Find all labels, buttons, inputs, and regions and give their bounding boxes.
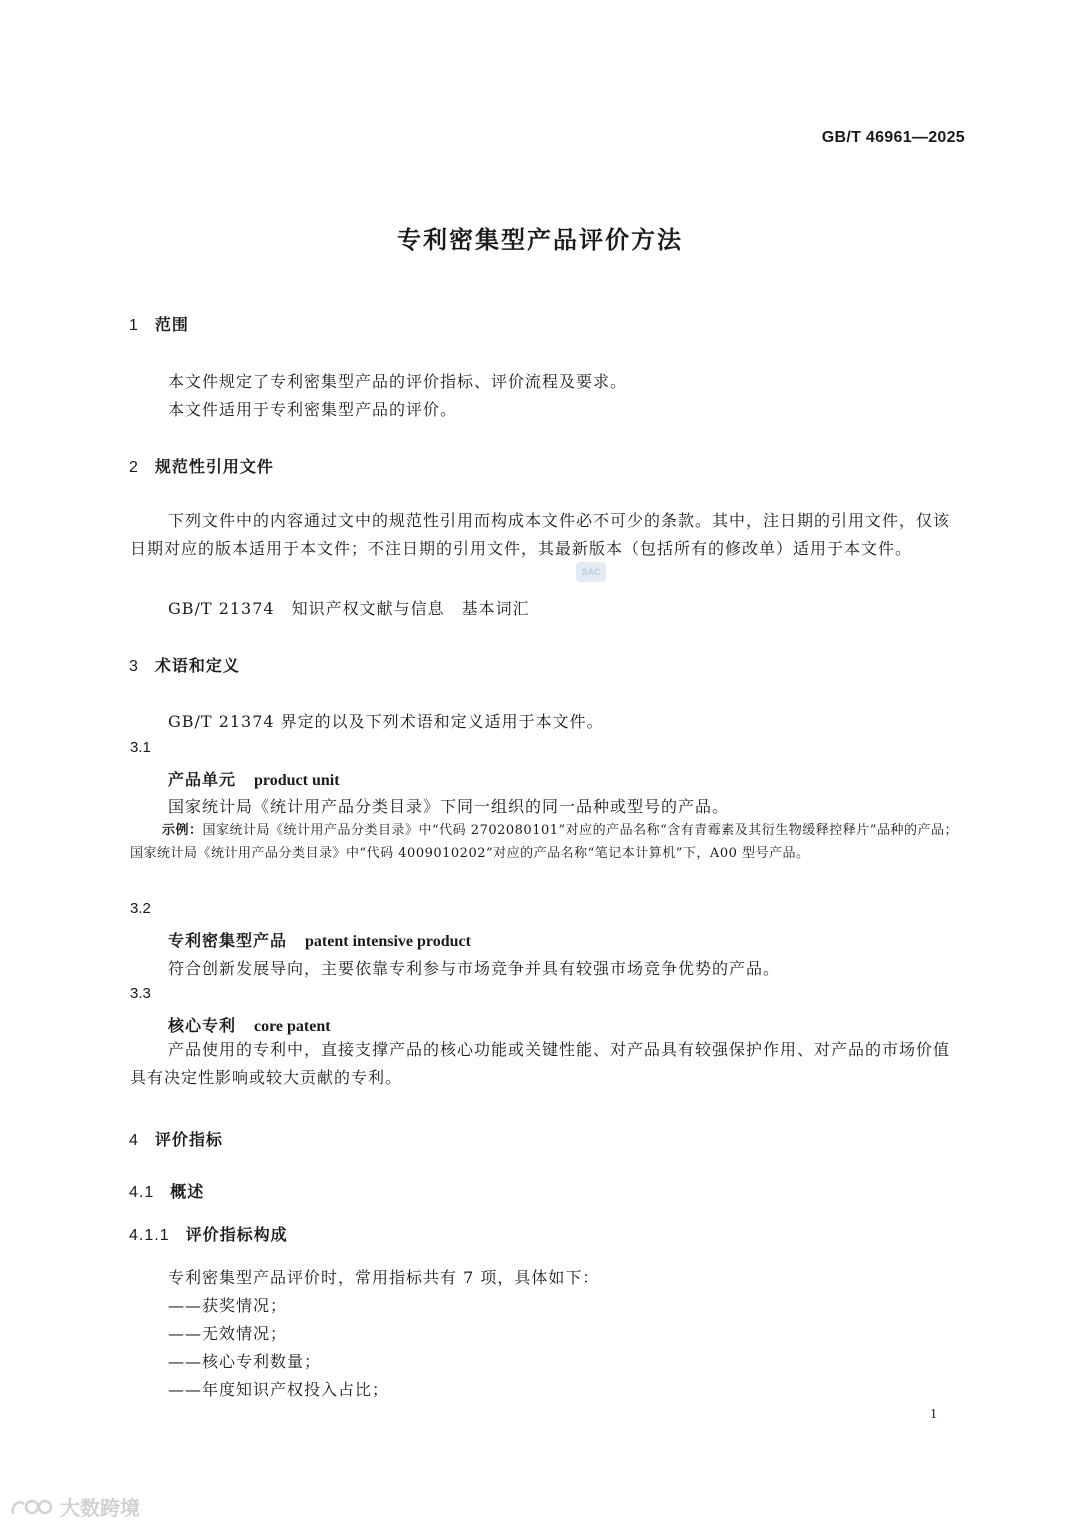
list-item: ——无效情况； bbox=[168, 1324, 288, 1343]
term-definition: 国家统计局《统计用产品分类目录》下同一组织的同一品种或型号的产品。 bbox=[168, 797, 730, 816]
section-number: 3 bbox=[129, 658, 139, 675]
watermark-logo-icon bbox=[10, 1496, 54, 1518]
paragraph: 本文件规定了专利密集型产品的评价指标、评价流程及要求。 bbox=[168, 372, 628, 391]
sac-watermark-stamp: SAC bbox=[576, 562, 606, 582]
document-title: 专利密集型产品评价方法 bbox=[397, 226, 683, 254]
term-chinese: 核心专利 bbox=[168, 1016, 237, 1035]
term-3-2 bbox=[168, 928, 471, 951]
section-title: 概述 bbox=[170, 1182, 205, 1201]
section-title: 术语和定义 bbox=[154, 656, 240, 675]
term-english: core patent bbox=[254, 1018, 331, 1035]
page-number: 1 bbox=[930, 1407, 937, 1422]
paragraph: 本文件适用于专利密集型产品的评价。 bbox=[168, 400, 458, 419]
paragraph: 专利密集型产品评价时，常用指标共有 7 项，具体如下： bbox=[168, 1268, 600, 1287]
section-number: 1 bbox=[129, 317, 139, 334]
section-1-heading bbox=[129, 312, 189, 335]
term-3-1 bbox=[168, 767, 340, 790]
term-english: product unit bbox=[254, 772, 340, 789]
list-item: ——获奖情况； bbox=[168, 1296, 288, 1315]
term-chinese: 产品单元 bbox=[168, 770, 237, 789]
section-3-heading bbox=[129, 653, 240, 676]
term-definition: 产品使用的专利中，直接支撑产品的核心功能或关键性能、对产品具有较强保护作用、对产品的市场价值具有决定性影响或较大贡献的专利。 bbox=[130, 1040, 951, 1087]
term-number: 3.1 bbox=[130, 739, 151, 756]
section-2-heading bbox=[129, 454, 274, 477]
section-4-heading bbox=[129, 1127, 223, 1150]
section-title: 评价指标 bbox=[154, 1130, 223, 1149]
section-title: 范围 bbox=[154, 315, 189, 334]
term-definition: 符合创新发展导向，主要依靠专利参与市场竞争并具有较强市场竞争优势的产品。 bbox=[168, 959, 781, 978]
subsection-4-1-heading bbox=[129, 1179, 204, 1202]
term-chinese: 专利密集型产品 bbox=[168, 931, 288, 950]
section-number: 4.1.1 bbox=[129, 1227, 170, 1244]
term-number: 3.2 bbox=[130, 900, 151, 917]
subsection-4-1-1-heading bbox=[129, 1222, 288, 1245]
term-number: 3.3 bbox=[130, 985, 151, 1002]
example-text: 国家统计局《统计用产品分类目录》中“代码 2702080101”对应的产品名称“含有青霉素及其衍生物缓释控释片”品种的产品；国家统计局《统计用产品分类目录》中“代码 4009010202”对应的产品名称“笔记本计算机”下，A00 型号产品。 bbox=[130, 823, 958, 861]
section-number: 4.1 bbox=[129, 1184, 155, 1201]
term-example bbox=[130, 819, 966, 865]
watermark-text: 大数跨境 bbox=[60, 1496, 140, 1520]
watermark bbox=[10, 1492, 140, 1521]
list-item: ——年度知识产权投入占比； bbox=[168, 1380, 390, 1399]
paragraph: 下列文件中的内容通过文中的规范性引用而构成本文件必不可少的条款。其中，注日期的引用文件，仅该日期对应的版本适用于本文件；不注日期的引用文件，其最新版本（包括所有的修改单）适用于本文件。 bbox=[130, 511, 951, 558]
list-item: ——核心专利数量； bbox=[168, 1352, 322, 1371]
section-title: 评价指标构成 bbox=[185, 1225, 288, 1244]
term-3-3 bbox=[168, 1013, 331, 1036]
section-number: 2 bbox=[129, 459, 139, 476]
section-title: 规范性引用文件 bbox=[154, 457, 274, 476]
section-number: 4 bbox=[129, 1132, 139, 1149]
paragraph: GB/T 21374 界定的以及下列术语和定义适用于本文件。 bbox=[168, 712, 604, 731]
standard-number: GB/T 46961—2025 bbox=[821, 129, 965, 146]
term-english: patent intensive product bbox=[305, 933, 471, 950]
normative-reference: GB/T 21374 知识产权文献与信息 基本词汇 bbox=[168, 599, 530, 618]
example-label: 示例： bbox=[162, 823, 203, 838]
